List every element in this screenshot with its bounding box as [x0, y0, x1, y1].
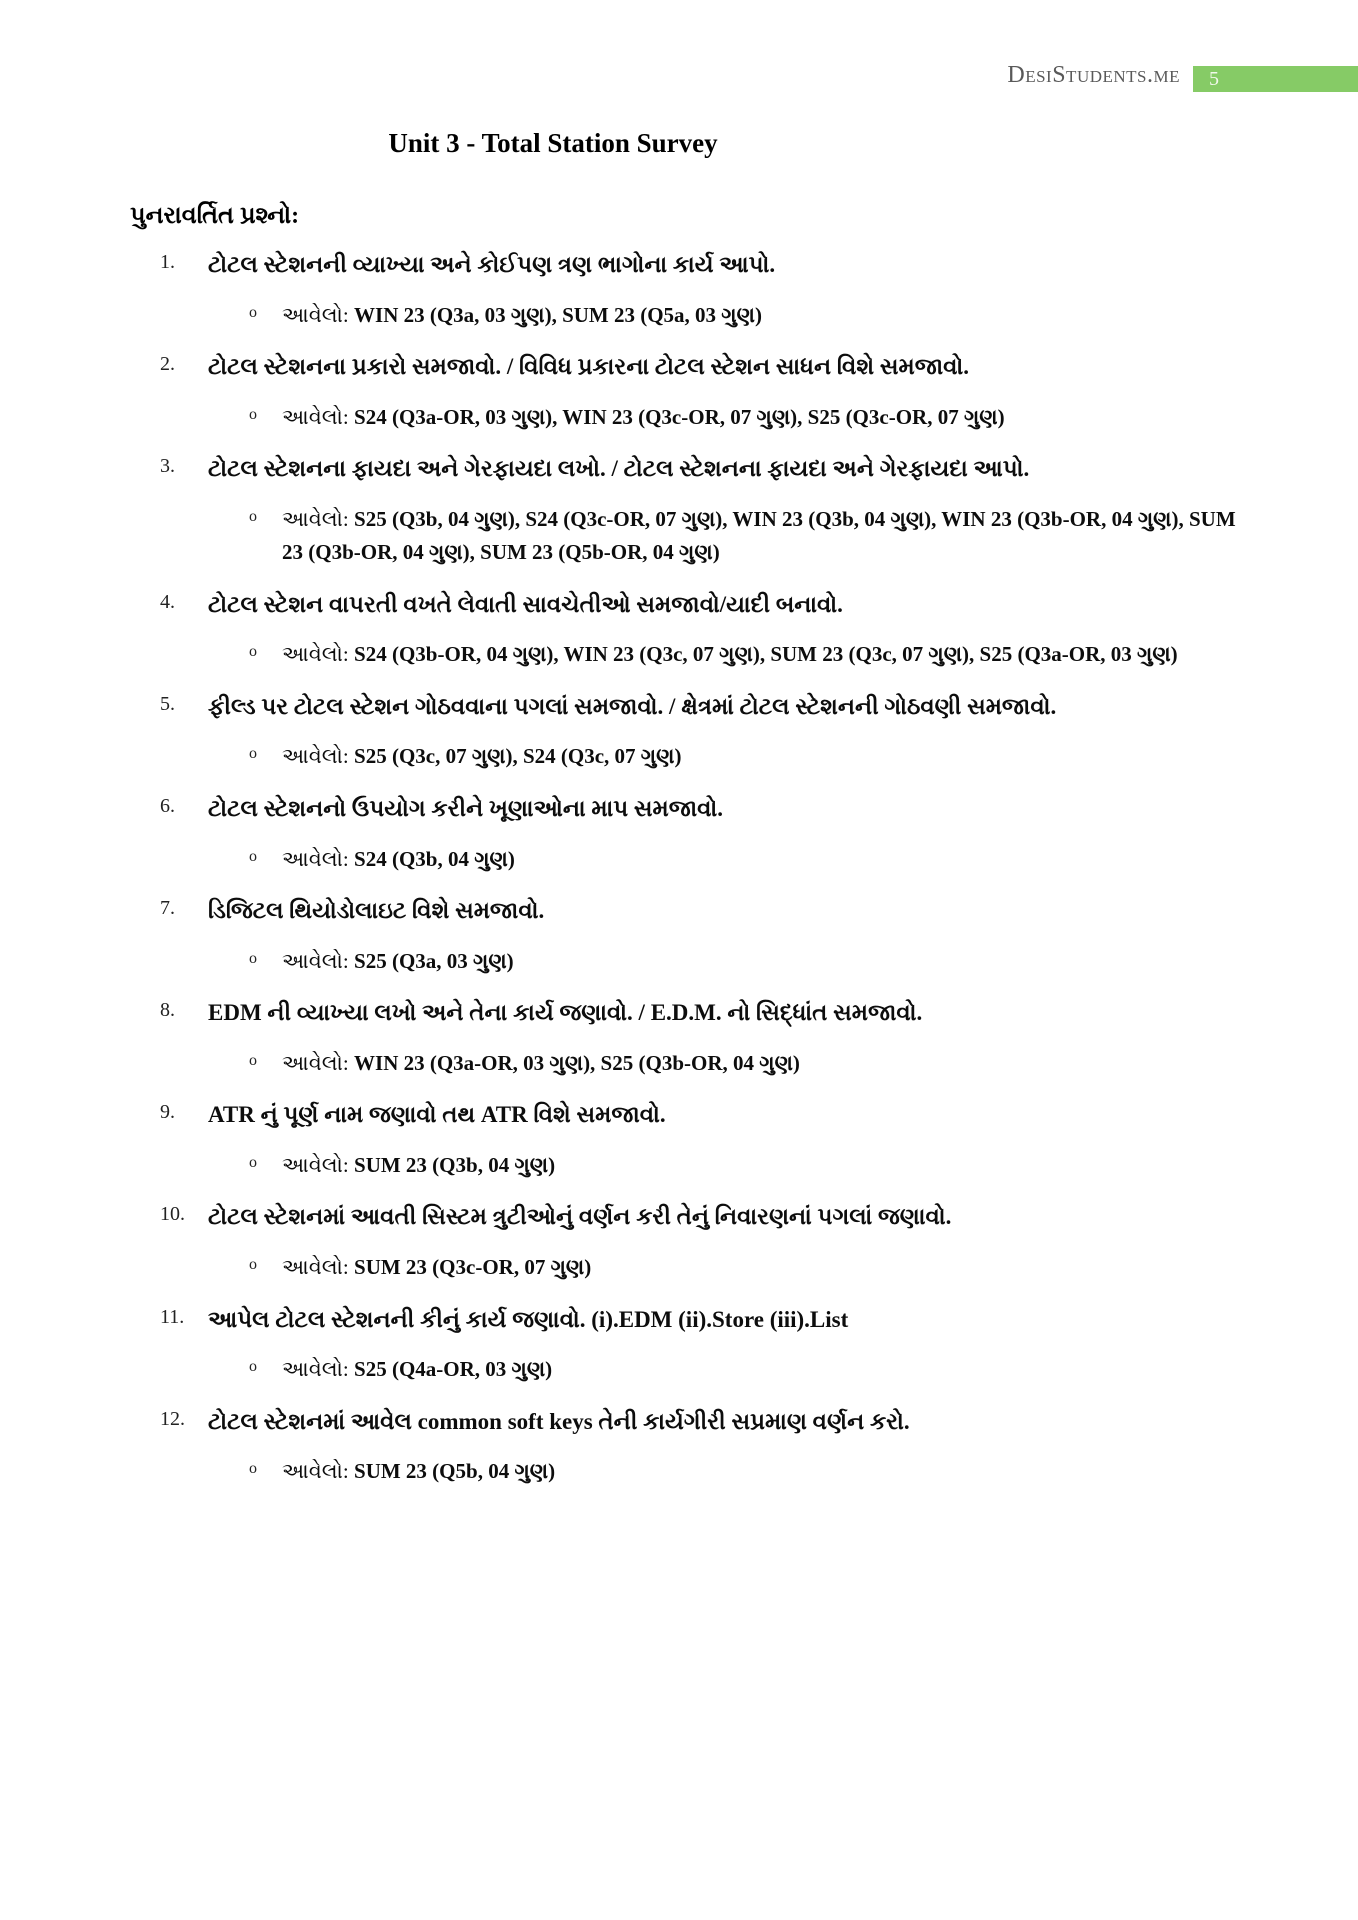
section-heading: પુનરાવર્તિત પ્રશ્નો:: [130, 203, 300, 229]
question-text: ATR નું પૂર્ણ નામ જણાવો તથ ATR વિશે સમજાવો.: [208, 1102, 666, 1128]
question-row: [160, 792, 1238, 827]
question-text: ડિજિટલ થિયોડોલાઇટ વિશે સમજાવો.: [208, 898, 545, 924]
circle-bullet-icon: o: [249, 745, 257, 763]
question-text: ટોટલ સ્ટેશનના પ્રકારો સમજાવો. / વિવિધ પ્રકારના ટોટલ સ્ટેશન સાધન વિશે સમજાવો.: [208, 354, 969, 380]
circle-bullet-icon: o: [249, 847, 257, 865]
question-number: 4.: [160, 590, 175, 613]
appeared-label: આવેલો:: [282, 302, 349, 327]
question-number: 1.: [160, 251, 175, 273]
appeared-text: [282, 740, 1238, 774]
question-row: [160, 1200, 1238, 1235]
appeared-row: [238, 1047, 1238, 1081]
appeared-text: [282, 1251, 1238, 1285]
appeared-refs: SUM 23 (Q3b, 04 ગુણ): [354, 1152, 556, 1177]
appeared-text: [282, 638, 1238, 672]
question-number: 5.: [160, 692, 175, 715]
appeared-row: [238, 299, 1238, 333]
question-item: [130, 1200, 1238, 1284]
question-item: [130, 894, 1238, 978]
question-item: [130, 588, 1238, 672]
circle-bullet-icon: o: [249, 1255, 257, 1273]
question-row: [160, 1098, 1238, 1133]
appeared-refs: S25 (Q3c, 07 ગુણ), S24 (Q3c, 07 ગુણ): [354, 744, 682, 769]
question-row: [160, 350, 1238, 385]
question-row: [160, 248, 1238, 283]
site-name: DesiStudents.me: [1007, 62, 1180, 88]
question-item: [130, 248, 1238, 332]
question-row: [160, 1303, 1238, 1338]
question-item: [130, 1405, 1238, 1489]
appeared-label: આવેલો:: [282, 1357, 349, 1382]
question-text: ફીલ્ડ પર ટોટલ સ્ટેશન ગોઠવવાના પગલાં સમજાવો. / ક્ષેત્રમાં ટોટલ સ્ટેશનની ગોઠવણી સમજાવો.: [208, 693, 1057, 719]
question-number: 7.: [160, 897, 175, 920]
appeared-refs: S24 (Q3b, 04 ગુણ): [354, 846, 515, 871]
appeared-row: [238, 740, 1238, 774]
appeared-label: આવેલો:: [282, 846, 349, 871]
question-item: [130, 792, 1238, 876]
appeared-row: [238, 401, 1238, 435]
question-item: [130, 690, 1238, 774]
appeared-row: [238, 1353, 1238, 1387]
appeared-refs: WIN 23 (Q3a, 03 ગુણ), SUM 23 (Q5a, 03 ગુણ): [354, 302, 762, 327]
appeared-label: આવેલો:: [282, 948, 349, 973]
appeared-row: [238, 1149, 1238, 1183]
appeared-row: [238, 503, 1238, 570]
appeared-refs: S25 (Q4a-OR, 03 ગુણ): [354, 1357, 553, 1382]
appeared-refs: S24 (Q3b-OR, 04 ગુણ), WIN 23 (Q3c, 07 ગુણ), SUM 23 (Q3c, 07 ગુણ), S25 (Q3a-OR, 03 ગુણ): [354, 642, 1178, 667]
question-row: [160, 894, 1238, 929]
appeared-text: [282, 503, 1238, 570]
circle-bullet-icon: o: [249, 507, 257, 525]
appeared-row: [238, 638, 1238, 672]
appeared-row: [238, 843, 1238, 877]
question-text: ટોટલ સ્ટેશનના ફાયદા અને ગેરફાયદા લખો. / ટોટલ સ્ટેશનના ફાયદા અને ગેરફાયદા આપો.: [208, 456, 1030, 482]
question-number: 10.: [160, 1203, 185, 1226]
appeared-text: [282, 1455, 1238, 1489]
question-row: [160, 690, 1238, 725]
question-number: 3.: [160, 455, 175, 478]
appeared-label: આવેલો:: [282, 404, 349, 429]
page-header: [0, 60, 1358, 94]
question-number: 12.: [160, 1407, 185, 1430]
appeared-refs: S24 (Q3a-OR, 03 ગુણ), WIN 23 (Q3c-OR, 07 ગુણ), S25 (Q3c-OR, 07 ગુણ): [354, 404, 1005, 429]
question-text: ટોટલ સ્ટેશનમાં આવતી સિસ્ટમ ત્રુટીઓનું વર્ણન કરી તેનું નિવારણનાં પગલાં જણાવો.: [208, 1204, 952, 1230]
circle-bullet-icon: o: [249, 643, 257, 661]
page-title: Unit 3 - Total Station Survey: [388, 128, 718, 158]
question-number: 9.: [160, 1101, 175, 1124]
circle-bullet-icon: o: [249, 1460, 257, 1478]
question-number: 11.: [160, 1305, 185, 1328]
appeared-label: આવેલો:: [282, 1459, 349, 1484]
circle-bullet-icon: o: [249, 405, 257, 423]
appeared-row: [238, 945, 1238, 979]
question-row: [160, 452, 1238, 487]
appeared-refs: S25 (Q3b, 04 ગુણ), S24 (Q3c-OR, 07 ગુણ), WIN 23 (Q3b, 04 ગુણ), WIN 23 (Q3b-OR, 04 ગુણ), SUM 23 (Q3b-OR, 04 ગુણ), SUM 23 (Q5b-OR, 04 ગુણ): [282, 506, 1236, 565]
question-item: [130, 1303, 1238, 1387]
appeared-refs: SUM 23 (Q5b, 04 ગુણ): [354, 1459, 556, 1484]
appeared-refs: WIN 23 (Q3a-OR, 03 ગુણ), S25 (Q3b-OR, 04 ગુણ): [354, 1050, 800, 1075]
question-text: ટોટલ સ્ટેશન વાપરતી વખતે લેવાતી સાવચેતીઓ સમજાવો/યાદી બનાવો.: [208, 591, 843, 617]
appeared-row: [238, 1455, 1238, 1489]
question-row: [160, 996, 1238, 1031]
circle-bullet-icon: o: [249, 303, 257, 321]
appeared-text: [282, 1149, 1238, 1183]
question-item: [130, 1098, 1238, 1182]
appeared-refs: S25 (Q3a, 03 ગુણ): [354, 948, 514, 973]
appeared-text: [282, 945, 1238, 979]
circle-bullet-icon: o: [249, 1358, 257, 1376]
question-item: [130, 452, 1238, 570]
question-text: ટોટલ સ્ટેશનની વ્યાખ્યા અને કોઈપણ ત્રણ ભાગોના કાર્ય આપો.: [208, 252, 776, 277]
appeared-text: [282, 843, 1238, 877]
document-content: [130, 128, 1238, 1493]
question-row: [160, 1405, 1238, 1440]
question-item: [130, 996, 1238, 1080]
question-item: [130, 350, 1238, 434]
question-number: 6.: [160, 795, 175, 818]
question-row: [160, 588, 1238, 623]
page-number-badge: 5: [1193, 66, 1358, 92]
appeared-label: આવેલો:: [282, 744, 349, 769]
appeared-text: [282, 401, 1238, 435]
appeared-label: આવેલો:: [282, 506, 349, 531]
circle-bullet-icon: o: [249, 1051, 257, 1069]
appeared-row: [238, 1251, 1238, 1285]
question-text: આપેલ ટોટલ સ્ટેશનની કીનું કાર્ય જણાવો. (i).EDM (ii).Store (iii).List: [208, 1306, 849, 1332]
question-number: 2.: [160, 353, 175, 376]
appeared-label: આવેલો:: [282, 1050, 349, 1075]
appeared-refs: SUM 23 (Q3c-OR, 07 ગુણ): [354, 1254, 592, 1279]
appeared-label: આવેલો:: [282, 642, 349, 667]
question-text: ટોટલ સ્ટેશનનો ઉપયોગ કરીને ખૂણાઓના માપ સમજાવો.: [208, 796, 724, 822]
appeared-label: આવેલો:: [282, 1152, 349, 1177]
question-text: ટોટલ સ્ટેશનમાં આવેલ common soft keys તેની કાર્યગીરી સપ્રમાણ વર્ણન કરો.: [208, 1408, 910, 1434]
question-number: 8.: [160, 999, 175, 1022]
appeared-text: [282, 299, 1238, 333]
question-text: EDM ની વ્યાખ્યા લખો અને તેના કાર્ય જણાવો. / E.D.M. નો સિદ્ધાંત સમજાવો.: [208, 1000, 923, 1026]
question-list: [130, 248, 1238, 1489]
appeared-label: આવેલો:: [282, 1254, 349, 1279]
circle-bullet-icon: o: [249, 949, 257, 967]
appeared-text: [282, 1047, 1238, 1081]
circle-bullet-icon: o: [249, 1153, 257, 1171]
appeared-text: [282, 1353, 1238, 1387]
